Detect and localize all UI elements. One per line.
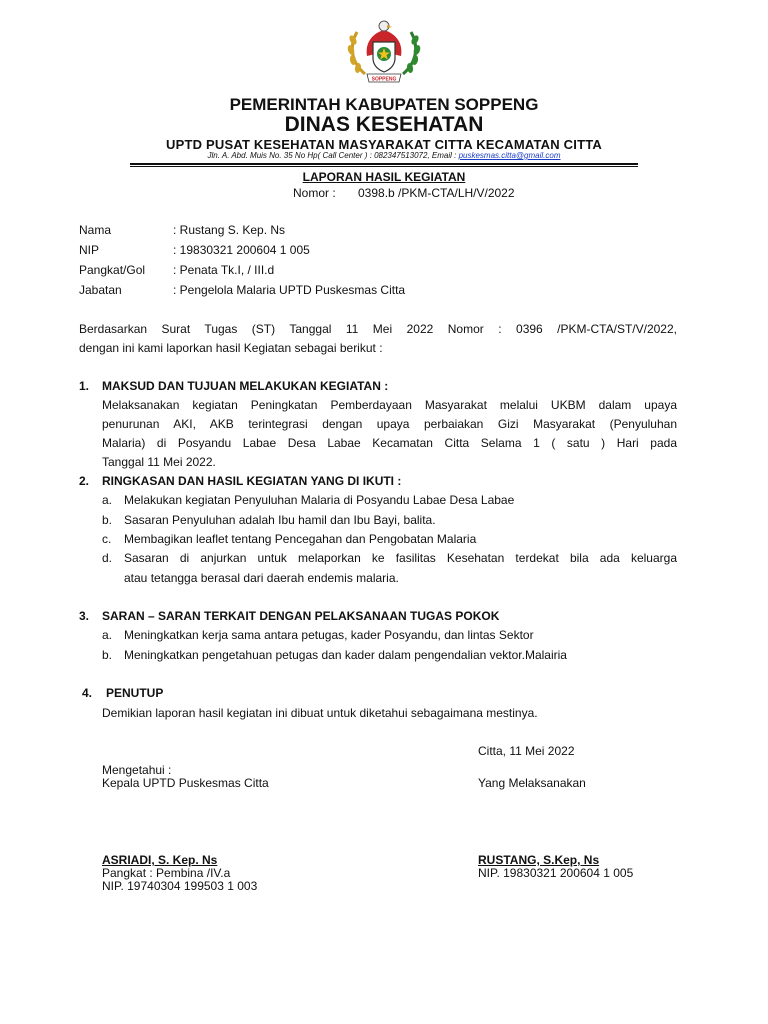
report-number-label: Nomor :	[293, 186, 336, 200]
section-3-number: 3.	[79, 609, 90, 623]
regency-logo	[343, 12, 425, 88]
section-2-item-a-mark: a.	[102, 493, 113, 507]
section-2-item-d-mark: d.	[102, 551, 113, 565]
section-2-heading: RINGKASAN DAN HASIL KEGIATAN YANG DI IKUTI :	[102, 474, 402, 488]
identity-name-value: : Rustang S. Kep. Ns	[173, 223, 286, 237]
section-1-line-4: Tanggal 11 Mei 2022.	[102, 455, 216, 469]
right-signer-role: Yang Melaksanakan	[478, 776, 586, 790]
left-signer-rank: Pangkat : Pembina /IV.a	[102, 866, 231, 880]
intro-line-1: Berdasarkan Surat Tugas (ST) Tanggal 11 Mei 2022 Nomor : 0396 /PKM-CTA/ST/V/2022,	[79, 322, 677, 336]
section-2-item-a: Melakukan kegiatan Penyuluhan Malaria di Posyandu Labae Desa Labae	[124, 493, 515, 507]
logo-text: SOPPENG	[371, 76, 397, 83]
identity-nip-value: : 19830321 200604 1 005	[173, 243, 310, 257]
section-2-item-b-mark: b.	[102, 513, 113, 527]
address-line	[0, 151, 768, 160]
section-2-item-d: Sasaran di anjurkan untuk melaporkan ke fasilitas Kesehatan terdekat bila ada keluarga	[124, 551, 677, 565]
left-signer-nip: NIP. 19740304 199503 1 003	[102, 879, 258, 893]
section-2-item-d-continued: atau tetangga berasal dari daerah endemis malaria.	[124, 571, 399, 585]
report-number: 0398.b /PKM-CTA/LH/V/2022	[358, 186, 515, 200]
identity-rank-label: Pangkat/Gol	[79, 263, 146, 277]
agency-name: DINAS KESEHATAN	[284, 113, 484, 136]
right-signer-nip: NIP. 19830321 200604 1 005	[478, 866, 634, 880]
identity-position-value: : Pengelola Malaria UPTD Puskesmas Citta	[173, 283, 406, 297]
section-2-item-c: Membagikan leaflet tentang Pencegahan dan Pengobatan Malaria	[124, 532, 477, 546]
right-signer-name: RUSTANG, S.Kep, Ns	[478, 853, 600, 867]
left-signer-role: Kepala UPTD Puskesmas Citta	[102, 776, 269, 790]
section-2-number: 2.	[79, 474, 90, 488]
section-1-line-2: penurunan AKI, AKB terintegrasi dengan upaya perbaiakan Gizi Masyarakat (Penyuluhan	[102, 417, 677, 431]
identity-position-label: Jabatan	[79, 283, 122, 297]
section-3-item-a-mark: a.	[102, 628, 113, 642]
section-1-line-1: Melaksanakan kegiatan Peningkatan Pemberdayaan Masyarakat melalui UKBM dalam upaya	[102, 398, 677, 412]
place-date: Citta, 11 Mei 2022	[478, 744, 575, 758]
kabupaten-soppeng-emblem-icon	[343, 12, 425, 88]
letterhead-rule-thick	[130, 163, 638, 165]
section-3-item-a: Meningkatkan kerja sama antara petugas, kader Posyandu, dan lintas Sektor	[124, 628, 534, 642]
left-signer-name: ASRIADI, S. Kep. Ns	[102, 853, 218, 867]
identity-rank-value: : Penata Tk.I, / III.d	[173, 263, 275, 277]
letterhead-rule-thin	[130, 166, 638, 167]
section-3-item-b-mark: b.	[102, 648, 113, 662]
unit-name: UPTD PUSAT KESEHATAN MASYARAKAT CITTA KECAMATAN CITTA	[166, 137, 602, 152]
identity-nip-label: NIP	[79, 243, 100, 257]
section-3-heading: SARAN – SARAN TERKAIT DENGAN PELAKSANAAN TUGAS POKOK	[102, 609, 500, 623]
section-2-item-c-mark: c.	[102, 532, 112, 546]
section-3-item-b: Meningkatkan pengetahuan petugas dan kader dalam pengendalian vektor.Malairia	[124, 648, 567, 662]
section-1-number: 1.	[79, 379, 90, 393]
report-title: LAPORAN HASIL KEGIATAN	[302, 170, 466, 184]
acknowledged-label: Mengetahui :	[102, 763, 172, 777]
section-4-text: Demikian laporan hasil kegiatan ini dibuat untuk diketahui sebagaimana mestinya.	[102, 706, 538, 720]
section-1-heading: MAKSUD DAN TUJUAN MELAKUKAN KEGIATAN :	[102, 379, 389, 393]
intro-line-2: dengan ini kami laporkan hasil Kegiatan sebagai berikut :	[79, 341, 383, 355]
email-link[interactable]: puskesmas.citta@gmail.com	[458, 151, 561, 160]
section-1-line-3: Malaria) di Posyandu Labae Desa Labae Kecamatan Citta Selama 1 ( satu ) Hari pada	[102, 436, 677, 450]
section-4-heading: PENUTUP	[106, 686, 164, 700]
government-name: PEMERINTAH KABUPATEN SOPPENG	[229, 95, 539, 114]
identity-name-label: Nama	[79, 223, 112, 237]
section-2-item-b: Sasaran Penyuluhan adalah Ibu hamil dan Ibu Bayi, balita.	[124, 513, 436, 527]
address-text: Jln. A. Abd. Muis No. 35 No Hp( Call Center ) : 082347513072, Email :	[207, 151, 459, 160]
section-4-number: 4.	[82, 686, 93, 700]
